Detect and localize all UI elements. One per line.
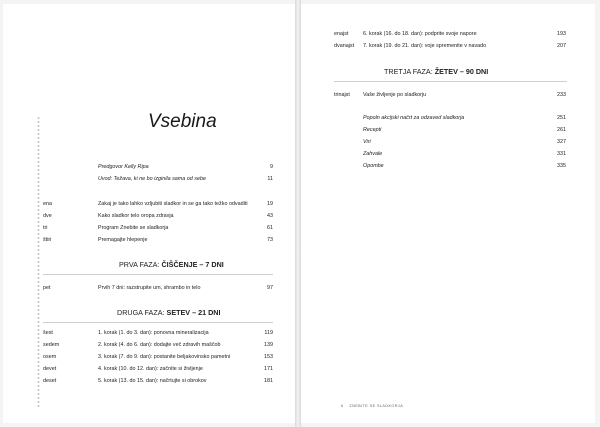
left-page (3, 4, 295, 423)
divider (43, 322, 273, 323)
phase-heading: PRVA FAZA: ČIŠČENJE – 7 DNI (119, 260, 224, 269)
dotted-border-decoration (37, 116, 40, 408)
toc-entry: tri Program Znebite se sladkorja 61 (43, 225, 273, 231)
toc-entry: osem 3. korak (7. do 9. dan): postanite beljakovinsko pametni 153 (43, 354, 273, 360)
toc-entry: Opombe 335 (363, 163, 566, 169)
toc-entry: trinajst Vaše življenje po sladkorju 233 (334, 92, 566, 98)
divider (43, 274, 273, 275)
page-footer (341, 404, 403, 408)
toc-entry: sedem 2. korak (4. do 6. dan): dodajte več zdravih maščob 139 (43, 342, 273, 348)
toc-entry: šest 1. korak (1. do 3. dan): ponovna mineralizacija 119 (43, 330, 273, 336)
toc-entry: devet 4. korak (10. do 12. dan): začnite si življenje 171 (43, 366, 273, 372)
toc-entry: Popoln akcijski načrt za odzaved sladkorja 251 (363, 115, 566, 121)
right-page (301, 4, 595, 423)
toc-entry: Zahvale 331 (363, 151, 566, 157)
phase-heading: TRETJA FAZA: ŽETEV – 90 DNI (384, 67, 489, 76)
toc-entry: štiri Premagajte hlepenje 73 (43, 237, 273, 243)
phase-heading: DRUGA FAZA: SETEV – 21 DNI (117, 308, 221, 317)
toc-entry: Viri 327 (363, 139, 566, 145)
toc-entry: pet Prvih 7 dni: razstrupite um, shrambo in telo 97 (43, 285, 273, 291)
running-title: ZNEBITE SE SLADKORJA (349, 404, 404, 408)
toc-entry: ena Zakaj je tako lahko vzljubiti sladkor in se ga tako težko odvaditi 19 (43, 201, 273, 207)
toc-entry: Recepti 261 (363, 127, 566, 133)
toc-entry: Predgovor Kelly Ripa 9 (98, 164, 273, 170)
toc-entry: Uvod: Težava, ki ne bo izginila sama od sebe 11 (98, 176, 273, 182)
toc-entry: dve Kako sladkor telo oropa zdravja 43 (43, 213, 273, 219)
divider (334, 81, 567, 82)
toc-entry: deset 5. korak (13. do 15. dan): načrtujte si obrokov 181 (43, 378, 273, 384)
page-number: 6 (341, 404, 344, 408)
toc-entry: dvanajst 7. korak (19. do 21. dan): voje spremenite v navado 207 (334, 43, 566, 49)
toc-entry: enajst 6. korak (16. do 18. dan): podprite svoje napore 193 (334, 31, 566, 37)
page-title: Vsebina (148, 111, 217, 132)
